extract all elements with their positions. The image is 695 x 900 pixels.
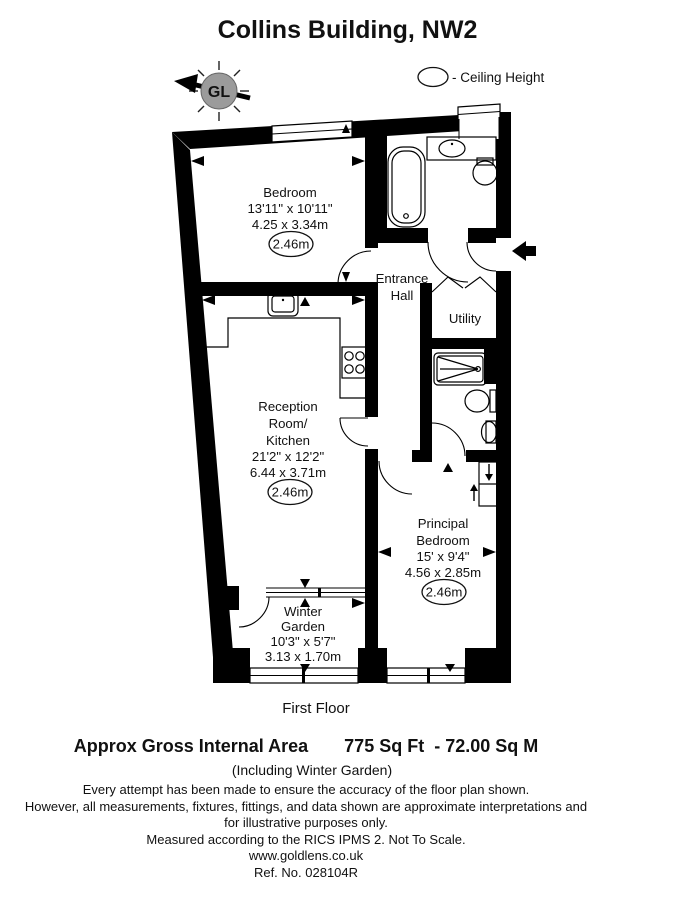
svg-text:Bedroom: Bedroom xyxy=(263,185,317,200)
area-label: Approx Gross Internal Area xyxy=(73,736,309,756)
disclaimer-line: Every attempt has been made to ensure the accuracy of the floor plan shown. xyxy=(82,782,530,797)
winter-garden-partition xyxy=(266,588,365,597)
reference-number: Ref. No. 028104R xyxy=(253,864,359,880)
svg-text:3.13 x 1.70m: 3.13 x 1.70m xyxy=(264,649,342,664)
ceiling-height-legend xyxy=(418,68,545,87)
hob-icon xyxy=(342,347,366,378)
entrance-opening xyxy=(496,238,511,271)
bedroom-door-arc xyxy=(338,251,371,284)
legal-block xyxy=(0,782,612,881)
disclaimer-line: Measured according to the RICS IPMS 2. Not To Scale. xyxy=(146,831,466,847)
svg-text:13'11" x 10'11": 13'11" x 10'11" xyxy=(247,201,333,216)
bathroom-door-arc xyxy=(428,242,468,282)
svg-text:Winter: Winter xyxy=(283,604,323,619)
bathroom-toilet-icon xyxy=(473,158,497,185)
page-title: Collins Building, NW2 xyxy=(217,16,478,44)
svg-text:2.46m: 2.46m xyxy=(425,584,463,600)
website-link: www.goldlens.co.uk xyxy=(248,848,364,863)
winter-garden-door-arc xyxy=(239,597,269,627)
svg-text:Garden: Garden xyxy=(281,619,325,634)
shower-room-toilet-icon xyxy=(465,390,496,412)
svg-text:15' x 9'4": 15' x 9'4" xyxy=(416,549,470,564)
entrance-door-arc xyxy=(467,242,496,271)
compass-label: GL xyxy=(207,84,231,101)
floor-label: First Floor xyxy=(282,700,350,717)
ceiling-height-ellipse-icon xyxy=(418,68,448,87)
utility-bifold-door xyxy=(432,277,463,292)
bathroom-basin-icon xyxy=(427,137,496,160)
room-label-winter-garden xyxy=(265,604,341,664)
room-label-utility xyxy=(449,311,482,326)
svg-text:Entrance: Entrance xyxy=(375,271,429,286)
wall-right xyxy=(496,112,511,683)
shower-icon xyxy=(434,353,486,385)
kitchen-counter xyxy=(206,318,365,398)
svg-text:4.56 x 2.85m: 4.56 x 2.85m xyxy=(404,565,482,580)
area-value: 775 Sq Ft - 72.00 Sq M xyxy=(344,736,539,756)
svg-text:Reception: Reception xyxy=(258,399,318,414)
compass-north-icon xyxy=(174,61,250,121)
principal-bedroom-window xyxy=(387,668,465,683)
room-label-reception xyxy=(250,399,326,505)
svg-text:Hall: Hall xyxy=(390,288,414,303)
reception-door-arc xyxy=(340,418,368,446)
svg-text:4.25 x 3.34m: 4.25 x 3.34m xyxy=(251,217,329,232)
utility-bifold-door xyxy=(465,277,496,292)
disclaimer-line: However, all measurements, fixtures, fittings, and data shown are approximate interpretations and xyxy=(24,798,588,814)
svg-text:Utility: Utility xyxy=(448,311,482,326)
disclaimer-line: for illustrative purposes only. xyxy=(224,815,388,830)
principal-door-arc xyxy=(379,461,412,494)
area-summary xyxy=(0,736,612,757)
svg-text:21'2" x 12'2": 21'2" x 12'2" xyxy=(251,449,325,464)
svg-text:10'3" x 5'7": 10'3" x 5'7" xyxy=(270,634,336,649)
entrance-arrow-icon xyxy=(512,241,536,261)
svg-text:Bedroom: Bedroom xyxy=(416,533,470,548)
svg-text:2.46m: 2.46m xyxy=(272,236,310,252)
room-label-bedroom xyxy=(247,185,332,257)
ceiling-height-label: - Ceiling Height xyxy=(452,70,545,85)
shower-room-door-arc xyxy=(432,423,465,456)
area-note: (Including Winter Garden) xyxy=(231,762,393,778)
svg-text:2.46m: 2.46m xyxy=(271,484,309,500)
svg-text:6.44 x 3.71m: 6.44 x 3.71m xyxy=(249,465,327,480)
bathtub-icon xyxy=(388,147,425,227)
bathroom-bay-window xyxy=(458,104,500,139)
svg-text:Principal: Principal xyxy=(417,516,469,531)
svg-text:Kitchen: Kitchen xyxy=(266,433,310,448)
svg-text:Room/: Room/ xyxy=(268,416,308,431)
shower-room-basin-icon xyxy=(482,421,497,443)
room-label-principal-bedroom xyxy=(405,516,481,605)
principal-bedroom-recess xyxy=(470,462,497,506)
